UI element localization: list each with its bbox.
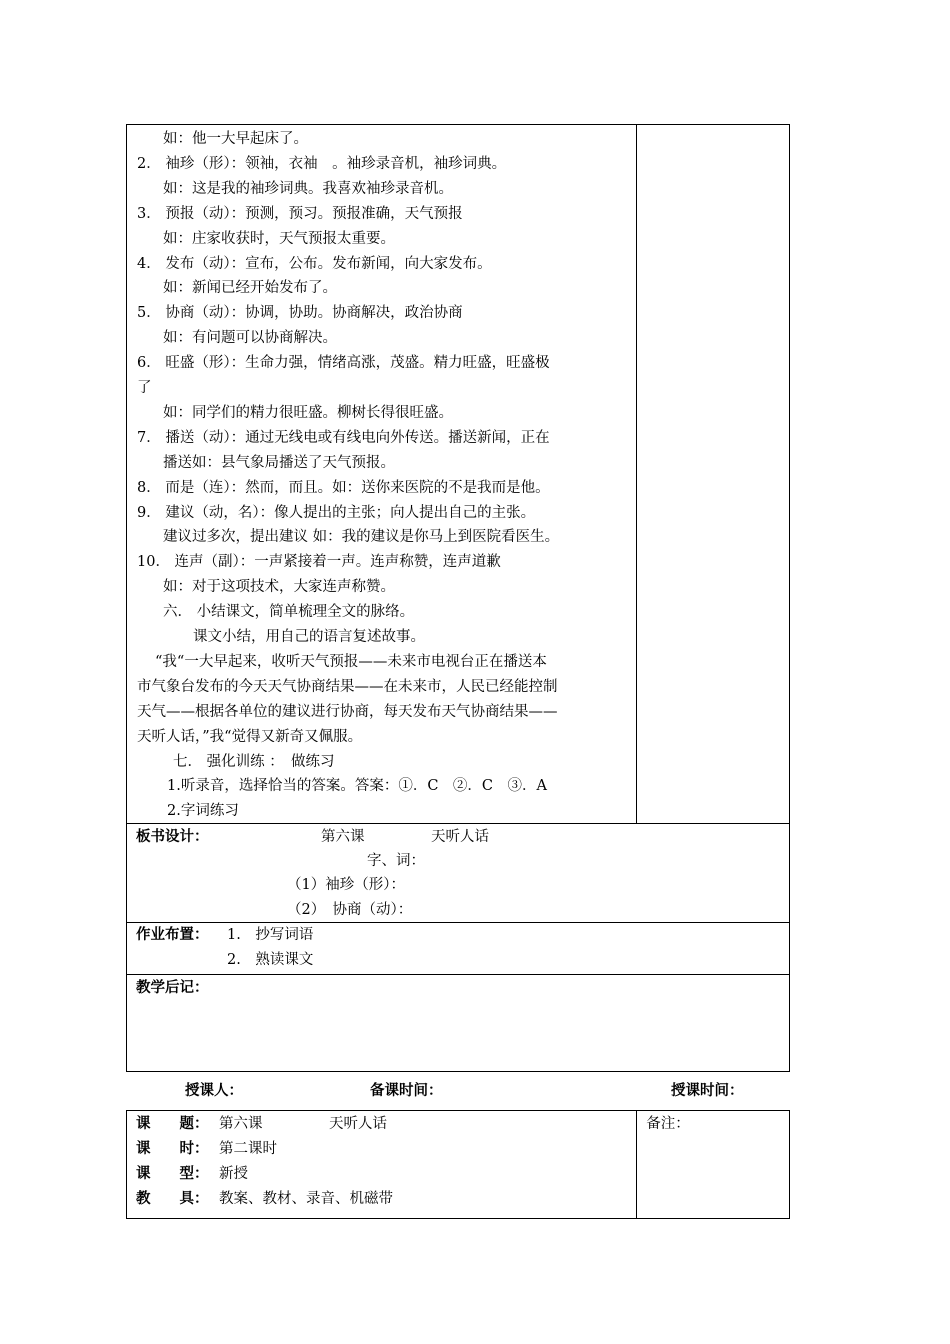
class-time-label: 授课时间： <box>671 1083 744 1099</box>
board-item-2: （2） 协商（动）： <box>287 902 413 918</box>
board-title-name: 天听人话 <box>431 829 489 845</box>
next-lesson-table <box>126 1110 790 1219</box>
lesson-table <box>126 124 790 1072</box>
board-design-cell <box>127 824 790 923</box>
homework-item-1: 1. 抄写词语 <box>227 927 314 943</box>
lesson-line: 七． 强化训练 ： 做练习 <box>173 753 335 770</box>
lesson-line: 市气象台发布的今天天气协商结果——在未来市，人民已经能控制 <box>137 678 558 695</box>
board-item-1: （1）袖珍（形）： <box>287 877 405 893</box>
lesson-line: “我“一大早起来，收听天气预报——未来市电视台正在播送本 <box>155 653 547 670</box>
teacher-label: 授课人： <box>185 1083 243 1099</box>
board-design-label: 板书设计： <box>136 829 209 845</box>
lesson-line: 了 <box>137 380 152 396</box>
tools-value: 教案、教材、录音、机磁带 <box>219 1191 393 1207</box>
lesson-line: 播送如：县气象局播送了天气预报。 <box>163 454 395 471</box>
lesson-line: 6． 旺盛（形）：生命力强，情绪高涨，茂盛。精力旺盛，旺盛极 <box>137 355 550 372</box>
next-lesson-info-cell <box>127 1111 637 1219</box>
homework-cell <box>127 923 790 975</box>
next-lesson-notes-cell <box>637 1111 790 1219</box>
lesson-line: 六． 小结课文，简单梳理全文的脉络。 <box>163 604 415 621</box>
lesson-line: 如：同学们的精力很旺盛。柳树长得很旺盛。 <box>163 404 453 421</box>
board-subtitle: 字、词： <box>367 853 425 869</box>
lesson-line: 2.字词练习 <box>167 803 239 820</box>
homework-label: 作业布置： <box>136 927 209 943</box>
lesson-line: 建议过多次，提出建议 如：我的建议是你马上到医院看医生。 <box>163 529 560 546</box>
lesson-line: 5． 协商（动）：协调，协助。协商解决，政治协商 <box>137 305 463 322</box>
lesson-line: 课文小结，用自己的语言复述故事。 <box>193 629 425 645</box>
lesson-content-cell <box>127 125 637 824</box>
lesson-line: 如：庄家收获时，天气预报太重要。 <box>163 230 395 247</box>
lesson-line: 4． 发布（动）：宣布，公布。发布新闻，向大家发布。 <box>137 255 492 272</box>
lesson-line: 如：这是我的袖珍词典。我喜欢袖珍录音机。 <box>163 180 453 197</box>
lesson-line: 2． 袖珍（形）：领袖，衣袖 。袖珍录音机，袖珍词典。 <box>137 155 507 172</box>
lesson-line: 7． 播送（动）：通过无线电或有线电向外传送。播送新闻，正在 <box>137 429 550 446</box>
reflection-cell <box>127 975 790 1072</box>
lesson-line: 如：新闻已经开始发布了。 <box>163 280 337 297</box>
lesson-line: 3． 预报（动）：预测，预习。预报准确，天气预报 <box>137 205 463 222</box>
period-label: 课 时： <box>136 1141 209 1157</box>
topic-label: 课 题： <box>136 1116 209 1132</box>
notes-column-cell <box>637 125 790 824</box>
lesson-line: 天听人话，”我“觉得又新奇又佩服。 <box>137 728 363 745</box>
topic-lesson: 第六课 <box>219 1116 263 1132</box>
period-value: 第二课时 <box>219 1141 277 1157</box>
lesson-line: 8． 而是（连）：然而，而且。如：送你来医院的不是我而是他。 <box>137 479 550 496</box>
lesson-line: 天气——根据各单位的建议进行协商，每天发布天气协商结果—— <box>137 703 558 720</box>
type-label: 课 型： <box>136 1166 209 1182</box>
reflection-label: 教学后记： <box>136 980 209 996</box>
homework-item-2: 2. 熟读课文 <box>227 952 314 968</box>
lesson-line: 10． 连声（副）：一声紧接着一声。连声称赞，连声道歉 <box>137 554 501 571</box>
lesson-line: 9． 建议（动，名）：像人提出的主张；向人提出自己的主张。 <box>137 504 536 521</box>
topic-name: 天听人话 <box>329 1116 387 1132</box>
lesson-line: 如：对于这项技术，大家连声称赞。 <box>163 579 395 596</box>
notes-label: 备注： <box>646 1116 690 1132</box>
prep-time-label: 备课时间： <box>370 1083 443 1099</box>
tools-label: 教 具： <box>136 1191 209 1207</box>
lesson-line: 如：有问题可以协商解决。 <box>163 330 337 347</box>
lesson-line: 如：他一大早起床了。 <box>163 131 308 147</box>
board-title-lesson: 第六课 <box>321 829 365 845</box>
type-value: 新授 <box>219 1166 248 1182</box>
lesson-line: 1.听录音，选择恰当的答案。答案：①．C ②．C ③．A <box>167 778 547 795</box>
